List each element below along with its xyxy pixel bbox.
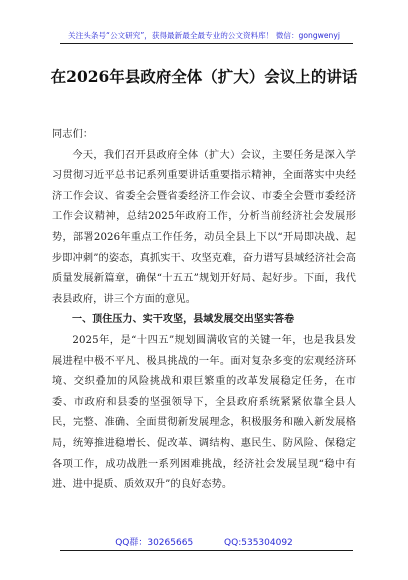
document-body — [52, 125, 356, 496]
footer-qq-group[interactable]: QQ群：30265665 — [115, 538, 194, 548]
paragraph-section-1: 2025年，是“十四五”规划圆满收官的关键一年，也是我县发展进程中极不平凡、极具挑战的一年。面对复杂多变的宏观经济环境、交织叠加的风险挑战和艰巨繁重的改革发展稳定任务，在市委、市政府和县委的坚强领导下，全县政府系统紧紧依靠全县人民，完整、准确、全面贯彻新发展理念，积极服务和融入新发展格局，统筹推进稳增长、促改革、调结构、惠民生、防风险、保稳定各项工作，成功战胜一系列困难挑战，经济社会发展呈现“稳中有进、进中提质、质效双升”的良好态势。 — [52, 334, 356, 491]
salutation: 同志们： — [52, 129, 94, 140]
header-divider — [60, 43, 353, 44]
footer-contacts — [0, 535, 408, 548]
header-banner[interactable]: 关注头条号“公文研究”，获得最新最全最专业的公文资料库！ 微信：gongwenyj — [68, 31, 340, 40]
document-title: 在2026年县政府全体（扩大）会议上的讲话 — [50, 67, 358, 86]
section-heading-1: 一、顶住压力、实干攻坚，县域发展交出坚实答卷 — [72, 314, 295, 326]
paragraph-intro: 今天，我们召开县政府全体（扩大）会议，主要任务是深入学习贯彻习近平总书记系列重要讲话重要指示精神，全面落实中央经济工作会议、省委全会暨省委经济工作会议、市委全会暨市委经济工作会议精神，总结2025年政府工作，分析当前经济社会发展形势，部署2026年重点工作任务，动员全县上下以“开局即决战、起步即冲刺”的姿态，真抓实干、攻坚克难，奋力谱写县域经济社会高质量发展新篇章，确保“十五五”规划开好局、起好步。下面，我代表县政府，讲三个方面的意见。 — [52, 149, 356, 305]
footer-qq[interactable]: QQ:535304092 — [224, 538, 293, 548]
footer-divider — [60, 550, 353, 551]
